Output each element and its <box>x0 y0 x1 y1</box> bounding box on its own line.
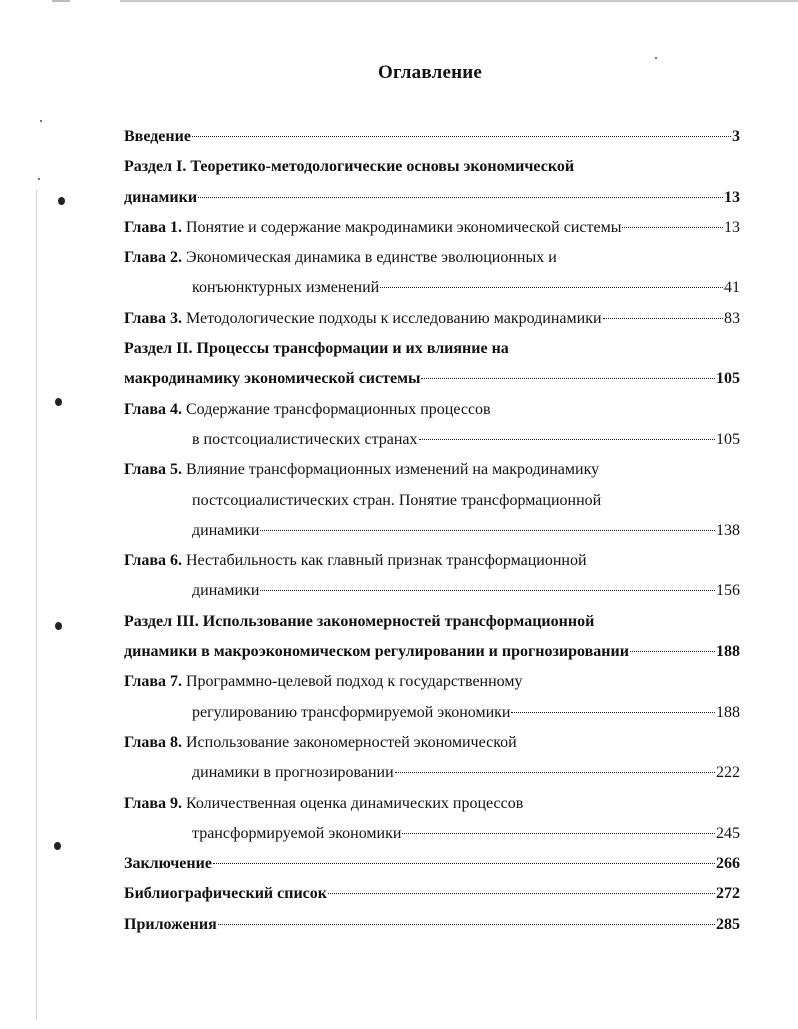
toc-section-3-line2[interactable] <box>124 637 740 667</box>
page-number: 285 <box>716 915 740 933</box>
page-number: 266 <box>716 855 740 873</box>
toc-section-title-cont: динамики в макроэкономическом регулировании и прогнозировании <box>124 643 629 661</box>
page-number: 272 <box>716 885 740 903</box>
dot-leader <box>421 378 715 379</box>
chapter-title: Методологические подходы к исследованию макродинамики <box>186 309 602 327</box>
chapter-title-cont: регулированию трансформируемой экономики <box>192 703 511 721</box>
scan-hole-mark <box>55 622 62 630</box>
chapter-title-cont: динамики <box>192 521 260 539</box>
toc-chapter-9-line1[interactable] <box>124 789 740 819</box>
scan-hole-mark <box>54 842 61 850</box>
dot-leader <box>630 651 715 652</box>
toc-chapter-4-line2[interactable] <box>124 425 740 455</box>
toc-entry-conclusion[interactable] <box>124 849 740 879</box>
chapter-label: Глава 3. <box>124 309 182 327</box>
chapter-label: Глава 6. <box>124 552 182 570</box>
page-number: 13 <box>724 188 740 206</box>
page-number: 222 <box>716 764 740 782</box>
toc-chapter-6-line1[interactable] <box>124 546 740 576</box>
toc-chapter-5-line1[interactable] <box>124 455 740 485</box>
chapter-title: Экономическая динамика в единстве эволюционных и <box>186 249 557 267</box>
toc-section-title-cont: динамики <box>124 188 198 206</box>
page-number: 13 <box>724 218 740 236</box>
chapter-label: Глава 5. <box>124 461 182 479</box>
scan-left-edge <box>36 190 37 1020</box>
chapter-title: Нестабильность как главный признак трансформационной <box>186 552 587 570</box>
dot-leader <box>622 227 723 228</box>
toc-chapter-4-line1[interactable] <box>124 395 740 425</box>
toc-chapter-7-line1[interactable] <box>124 667 740 697</box>
toc-chapter-2-line2[interactable] <box>124 273 740 303</box>
toc-chapter-3[interactable] <box>124 304 740 334</box>
page-number: 245 <box>716 824 740 842</box>
toc-chapter-8-line2[interactable] <box>124 758 740 788</box>
toc-chapter-2-line1[interactable] <box>124 243 740 273</box>
chapter-title: Содержание трансформационных процессов <box>186 400 491 418</box>
chapter-title-cont: динамики <box>192 582 260 600</box>
chapter-title-cont: конъюнктурных изменений <box>192 279 380 297</box>
chapter-title: Количественная оценка динамических процессов <box>186 794 524 812</box>
toc-chapter-8-line1[interactable] <box>124 728 740 758</box>
page-number: 83 <box>724 309 740 327</box>
chapter-title-cont: в постсоциалистических странах <box>192 430 418 448</box>
dot-leader <box>260 590 715 591</box>
toc-entry-text: Введение <box>124 128 191 145</box>
chapter-title-cont: трансформируемой экономики <box>192 824 402 842</box>
scan-speck <box>40 120 42 122</box>
page-number: 105 <box>716 370 740 388</box>
dot-leader <box>419 439 715 440</box>
page-number: 41 <box>724 279 740 297</box>
dot-leader <box>218 924 715 925</box>
dot-leader <box>192 136 731 137</box>
scan-speck <box>38 178 40 180</box>
table-of-contents <box>124 122 740 940</box>
page-number: 138 <box>716 521 740 539</box>
chapter-label: Глава 1. <box>124 218 182 236</box>
toc-entry-bibliography[interactable] <box>124 879 740 909</box>
dot-leader <box>260 530 715 531</box>
dot-leader <box>198 197 723 198</box>
toc-section-title-cont: макродинамику экономической системы <box>124 370 421 388</box>
page-number: 105 <box>716 430 740 448</box>
scan-hole-mark <box>58 197 65 205</box>
page-number: 188 <box>716 703 740 721</box>
toc-section-2-line2[interactable] <box>124 364 740 394</box>
chapter-title: Влияние трансформационных изменений на макродинамику <box>186 461 600 479</box>
toc-chapter-1[interactable] <box>124 213 740 243</box>
chapter-title: Понятие и содержание макродинамики экономической системы <box>186 218 622 236</box>
toc-entry-intro[interactable] <box>124 122 740 152</box>
page-title: Оглавление <box>377 62 483 83</box>
toc-entry-text: Заключение <box>124 855 212 873</box>
toc-section-1-line1[interactable] <box>124 152 740 182</box>
page-number: 156 <box>716 582 740 600</box>
dot-leader <box>380 287 723 288</box>
dot-leader <box>395 772 715 773</box>
page-number: 3 <box>732 128 740 145</box>
toc-chapter-9-line2[interactable] <box>124 819 740 849</box>
toc-chapter-7-line2[interactable] <box>124 698 740 728</box>
toc-chapter-5-line3[interactable] <box>124 516 740 546</box>
toc-section-title: Раздел I. Теоретико-методологические основы экономической <box>124 158 575 176</box>
toc-entry-text: Библиографический список <box>124 885 327 903</box>
chapter-label: Глава 8. <box>124 733 182 751</box>
chapter-title: Использование закономерностей экономической <box>186 733 517 751</box>
toc-section-2-line1[interactable] <box>124 334 740 364</box>
chapter-label: Глава 9. <box>124 794 182 812</box>
scan-top-edge <box>120 0 798 5</box>
toc-section-title: Раздел II. Процессы трансформации и их влияние на <box>124 340 509 358</box>
page-number: 188 <box>716 643 740 661</box>
toc-section-1-line2[interactable] <box>124 183 740 213</box>
chapter-label: Глава 2. <box>124 249 182 267</box>
toc-chapter-5-line2[interactable] <box>124 486 740 516</box>
chapter-title-cont: постсоциалистических стран. Понятие трансформационной <box>192 491 602 509</box>
toc-section-3-line1[interactable] <box>124 607 740 637</box>
dot-leader <box>328 893 715 894</box>
dot-leader <box>603 318 723 319</box>
toc-entry-text: Приложения <box>124 915 217 933</box>
dot-leader <box>213 863 715 864</box>
scan-edge-mark <box>52 0 70 2</box>
toc-section-title: Раздел III. Использование закономерностей трансформационной <box>124 612 595 630</box>
toc-chapter-6-line2[interactable] <box>124 576 740 606</box>
dot-leader <box>511 712 715 713</box>
scan-hole-mark <box>55 398 62 406</box>
chapter-title-cont: динамики в прогнозировании <box>192 764 394 782</box>
scan-speck <box>655 57 657 59</box>
dot-leader <box>402 833 715 834</box>
chapter-label: Глава 7. <box>124 673 182 691</box>
toc-entry-appendix[interactable] <box>124 910 740 940</box>
chapter-title: Программно-целевой подход к государственному <box>186 673 523 691</box>
chapter-label: Глава 4. <box>124 400 182 418</box>
